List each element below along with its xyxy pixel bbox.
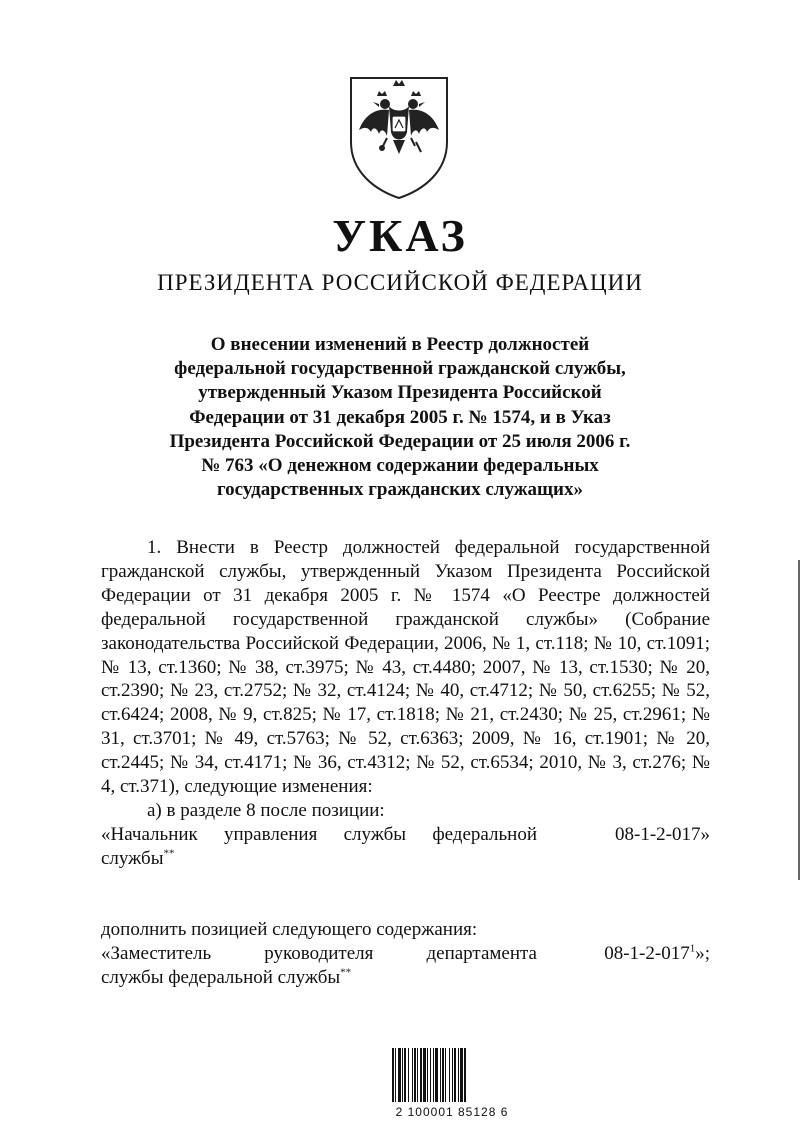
position-2-name-line1: «Заместитель руководителя департамента: [101, 942, 537, 964]
heading-line: утвержденный Указом Президента Российской: [198, 382, 602, 404]
barcode-bar: [402, 1048, 403, 1102]
barcode-bar: [404, 1048, 406, 1102]
barcode-bar: [392, 1048, 394, 1102]
barcode-number: 2 100001 85128 6: [395, 1105, 509, 1119]
position-1-marker: **: [163, 847, 175, 860]
position-2-code: $08-1-2-017^1$»;: [604, 942, 710, 964]
document-body: [101, 536, 710, 989]
paragraph-1: 1. Внести в Реестр должностей федеральной государственной гражданской службы, утвержденный Указом Президента Российской Федерации от 31 декабря 2005 г. № 1574 «О Реестре должностей федеральной государственной гражданской службы» (Собрание законодательства Российской Федерации, 2006, № 1, ст.118; № 10, ст.1091; № 13, ст.1360; № 38, ст.3975; № 43, ст.4480; 2007, № 13, ст.1530; № 20, ст.2390; № 23, ст.2752; № 32, ст.4124; № 40, ст.4712; № 50, ст.6255; № 52, ст.6424; 2008, № 9, ст.825; № 17, ст.1818; № 21, ст.2430; № 25, ст.2961; № 31, ст.3701; № 49, ст.5763; № 52, ст.6363; 2009, № 16, ст.1901; № 20, ст.2445; № 34, ст.4171; № 36, ст.4312; № 52, ст.6534; 2010, № 3, ст.276; № 4, ст.371), следующие изменения:: [101, 537, 710, 798]
position-2-name-line2: службы федеральной службы: [101, 966, 341, 988]
barcode-bar: [408, 1048, 409, 1102]
barcode-bar: [414, 1048, 416, 1102]
barcode-bar: [445, 1048, 446, 1102]
position-1-code: 08-1-2-017»: [615, 823, 710, 845]
supplement-text: дополнить позицией следующего содержания:: [101, 918, 478, 940]
heading-line: государственных гражданских служащих»: [217, 479, 583, 501]
barcode-bar: [433, 1048, 434, 1102]
barcode-bar: [442, 1048, 444, 1102]
document-heading: [140, 333, 660, 502]
barcode: [390, 1044, 520, 1104]
heading-line: О внесении изменений в Реестр должностей: [210, 334, 590, 355]
barcode-bar: [449, 1048, 450, 1102]
barcode-bar: [452, 1048, 453, 1102]
barcode-bar: [395, 1048, 396, 1102]
barcode-bar: [464, 1048, 466, 1102]
document-title: УКАЗ: [332, 210, 468, 261]
heading-line: Федерации от 31 декабря 2005 г. № 1574, и в Указ: [189, 406, 611, 428]
barcode-bar: [423, 1048, 426, 1102]
position-2: [101, 942, 710, 990]
heading-line: № 763 «О денежном содержании федеральных: [201, 455, 599, 477]
barcode-bar: [435, 1048, 438, 1102]
barcode-bar: [412, 1048, 413, 1102]
barcode-bar: [427, 1048, 428, 1102]
position-2-marker: **: [340, 966, 352, 979]
barcode-bar: [398, 1048, 401, 1102]
barcode-bar: [440, 1048, 441, 1102]
barcode-bar: [460, 1048, 463, 1102]
coat-of-arms-emblem: [343, 72, 455, 200]
barcode-bar: [430, 1048, 431, 1102]
barcode-bar: [420, 1048, 422, 1102]
heading-line: федеральной государственной гражданской службы,: [174, 358, 626, 380]
item-a: а) в разделе 8 после позиции:: [147, 799, 385, 821]
barcode-bar: [458, 1048, 459, 1102]
document-subtitle: ПРЕЗИДЕНТА РОССИЙСКОЙ ФЕДЕРАЦИИ: [157, 270, 643, 295]
position-1-name-line2: службы: [101, 847, 164, 869]
barcode-bar: [454, 1048, 456, 1102]
position-1: [101, 823, 710, 871]
position-1-name-line1: «Начальник управления службы федеральной: [101, 823, 537, 845]
barcode-bar: [417, 1048, 418, 1102]
heading-line: Президента Российской Федерации от 25 июля 2006 г.: [169, 430, 631, 452]
